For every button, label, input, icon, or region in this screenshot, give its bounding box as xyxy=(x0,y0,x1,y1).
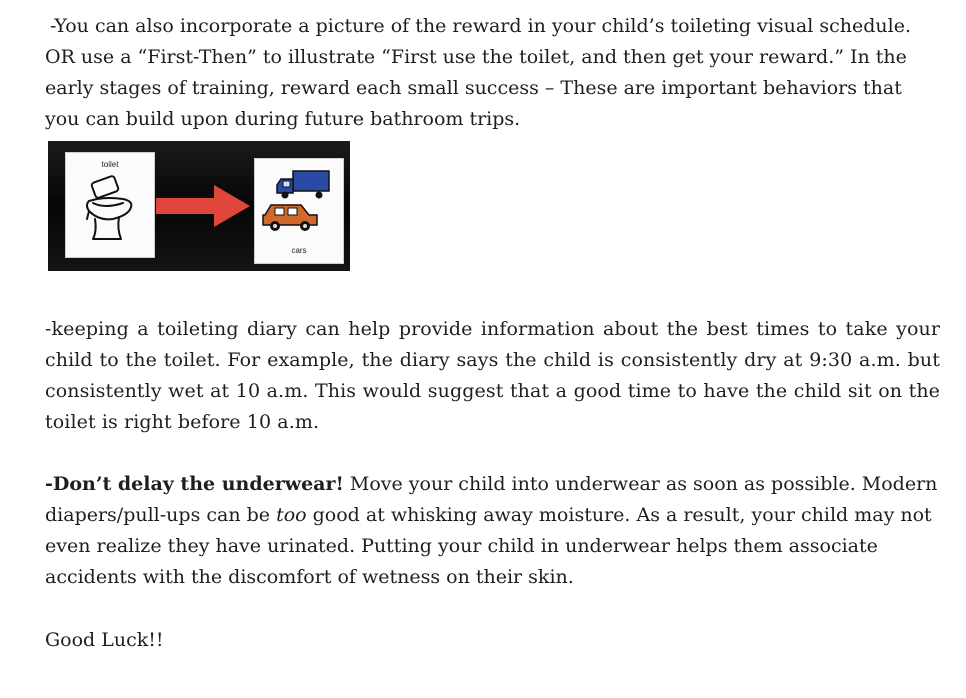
underwear-paragraph xyxy=(45,469,940,593)
first-then-schedule xyxy=(48,141,350,271)
closing-text: Good Luck!! xyxy=(45,629,164,651)
arrow-right-icon xyxy=(156,181,251,231)
toilet-icon xyxy=(79,175,139,245)
underwear-emphasis: too xyxy=(276,504,307,526)
first-card xyxy=(65,152,155,258)
cars-icon xyxy=(257,165,341,235)
underwear-text-2: good at whisking away moisture. As a result, your child may not even realize they have urinated. Putting your child in underwear helps them associate accidents with the discomfort of wetness on their skin. xyxy=(45,504,932,588)
then-card-label: cars xyxy=(291,246,307,255)
diary-paragraph: -keeping a toileting diary can help provide information about the best times to take your child to the toilet. For example, the diary says the child is consistently dry at 9:30 a.m. but consistently wet at 10 a.m. This would suggest that a good time to have the child sit on the toilet is right before 10 a.m. xyxy=(45,318,940,433)
reward-line-3: early stages of training, reward each small success – These are important behaviors that xyxy=(45,77,902,99)
first-card-label: toilet xyxy=(101,160,119,169)
underwear-text-1: Move your child into underwear as soon as possible. Modern diapers/pull-ups can be xyxy=(45,473,938,526)
reward-line-2: OR use a “First-Then” to illustrate “First use the toilet, and then get your reward.” In the xyxy=(45,46,907,68)
reward-paragraph xyxy=(45,11,940,135)
reward-line-1: -You can also incorporate a picture of the reward in your child’s toileting visual schedule. xyxy=(50,15,911,37)
then-card xyxy=(254,158,344,264)
reward-line-4: you can build upon during future bathroom trips. xyxy=(45,108,521,130)
underwear-heading: -Don’t delay the underwear! xyxy=(45,473,344,495)
